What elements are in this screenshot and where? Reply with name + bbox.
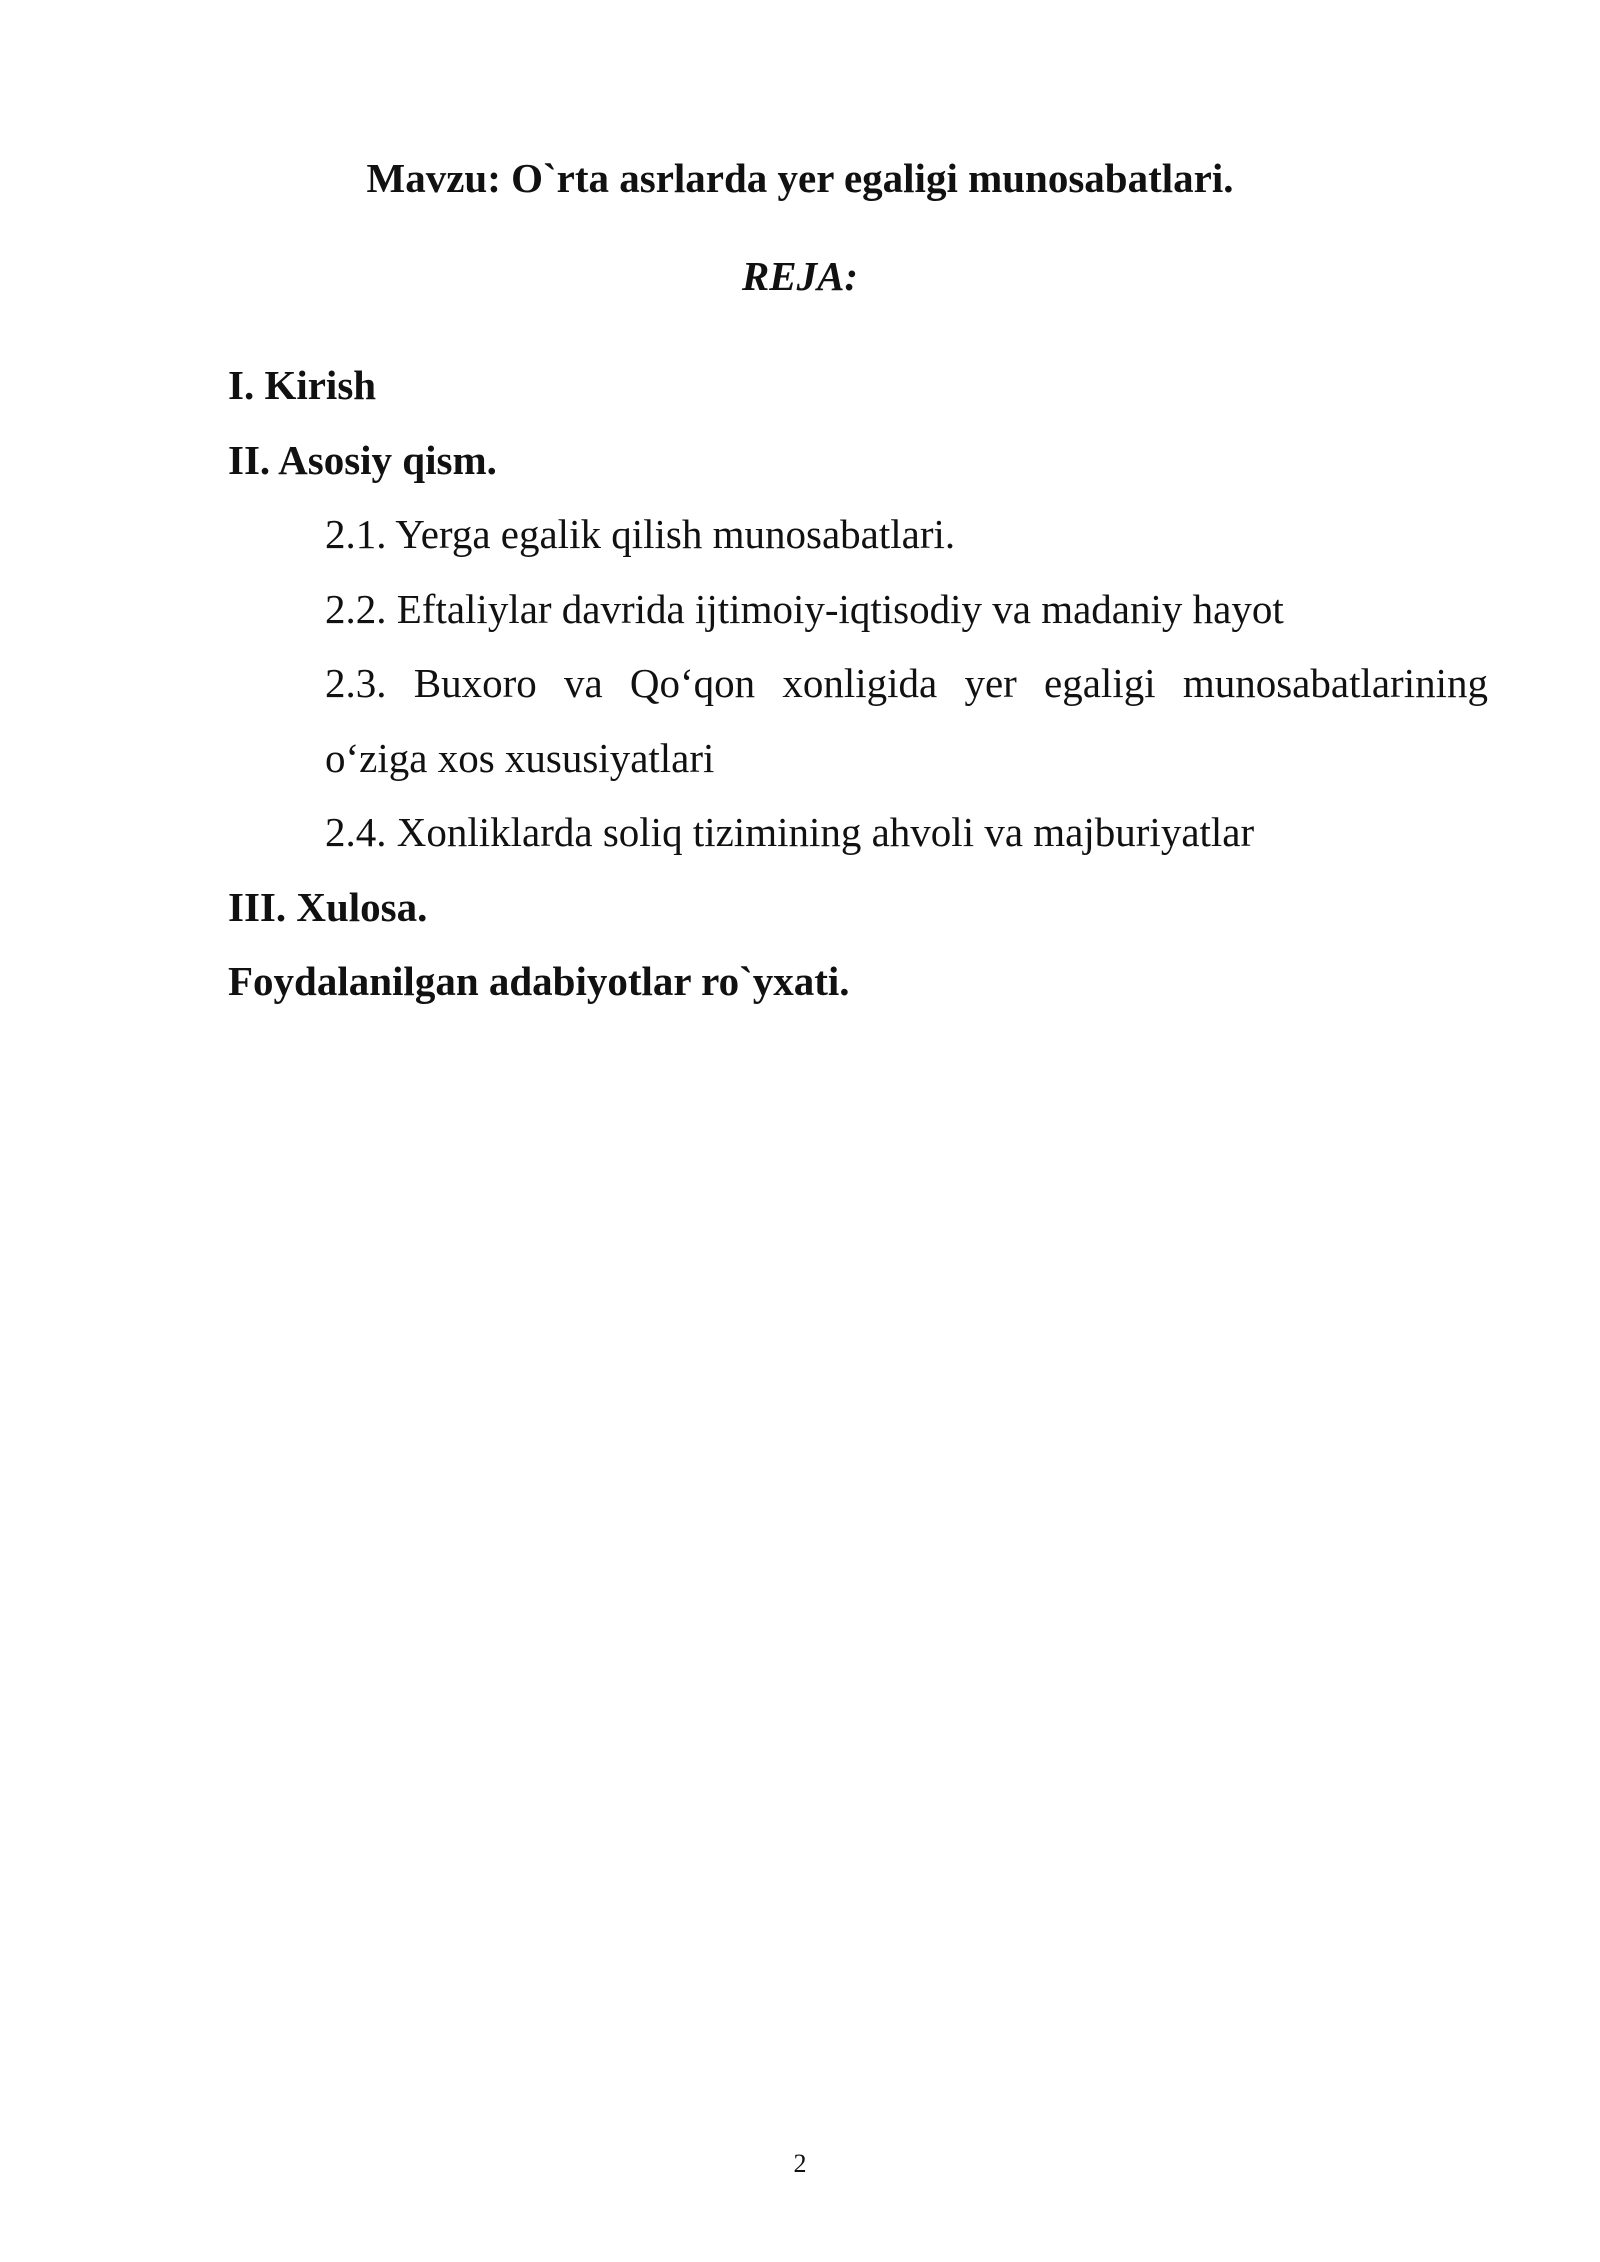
outline-item-intro: I. Kirish [228, 362, 377, 408]
outline-subitem-2-1: 2.1. Yerga egalik qilish munosabatlari. [325, 511, 956, 557]
plan-outline [228, 348, 1488, 1019]
outline-subitem-2-2: 2.2. Eftaliylar davrida ijtimoiy-iqtisodiy va madaniy hayot [325, 585, 1284, 632]
outline-subitem-2-4: 2.4. Xonliklarda soliq tizimining ahvoli va majburiyatlar [325, 809, 1255, 855]
document-title: Mavzu: O`rta asrlarda yer egaligi munosabatlari. [366, 155, 1234, 201]
outline-item-references: Foydalanilgan adabiyotlar ro`yxati. [228, 958, 850, 1004]
page-number: 2 [793, 2149, 807, 2178]
plan-heading: REJA: [741, 253, 859, 299]
outline-subitem-2-3-continuation: o‘ziga xos xususiyatlari [325, 734, 715, 781]
outline-subitem-2-3: 2.3. Buxoro va Qo‘qon xonligida yer egaligi munosabatlarining [325, 660, 1488, 706]
outline-item-main: II. Asosiy qism. [228, 436, 497, 483]
outline-item-conclusion: III. Xulosa. [228, 883, 428, 930]
